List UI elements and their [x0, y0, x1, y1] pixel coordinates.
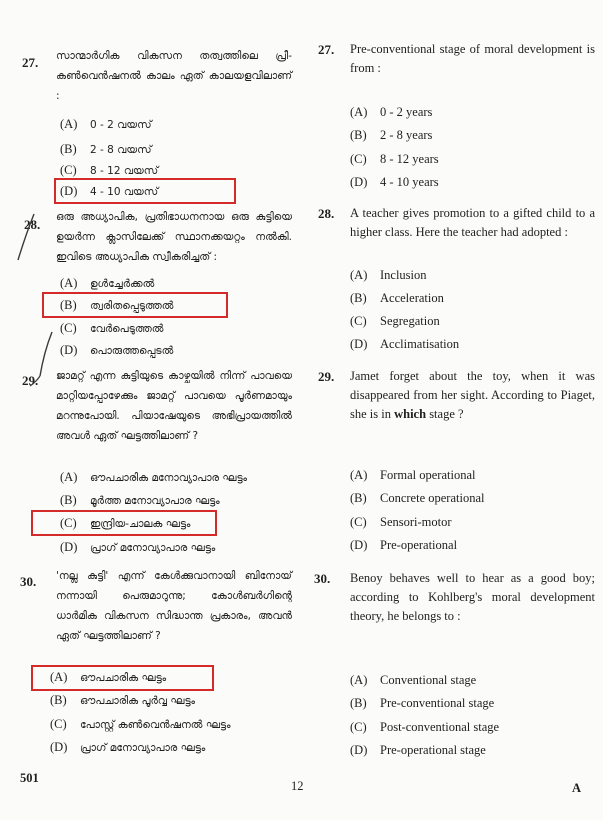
question-stem: ഒരു അധ്യാപിക, പ്രതിഭാധനനായ ഒരു കുട്ടിയെ ഉയർന്ന ക്ലാസിലേക്ക് സ്ഥാനക്കയറ്റം നൽകി. ഇവിടെ അധ്യാപിക സ്വീകരിച്ചത് : [56, 211, 292, 263]
option-b: (B) ത്വരിതപ്പെടുത്തൽ [60, 298, 174, 312]
question-stem: A teacher gives promotion to a gifted child to a higher class. Here the teacher had adopted : [350, 206, 595, 239]
option-b: (B) മൂർത്ത മനോവ്യാപാര ഘട്ടം [60, 493, 220, 507]
option-d: (D) 4 - 10 വയസ് [60, 184, 159, 198]
question-stem: സാന്മാർഗിക വികസന തത്വത്തിലെ പ്രീ-കൺവെൻഷനൽ കാലം ഏത് കാലയളവിലാണ് : [56, 50, 292, 102]
question-stem: Jamet forget about the toy, when it was disappeared from her sight. According to Piaget, she is in which stage ? [350, 369, 595, 421]
option-c: (C) 8 - 12 years [350, 152, 439, 166]
option-b: (B) 2 - 8 വയസ് [60, 142, 152, 156]
question-stem: Benoy behaves well to hear as a good boy; according to Kohlberg's moral development theory, he belongs to : [350, 571, 595, 623]
option-a: (A) ഔപചാരിക ഘട്ടം [50, 670, 167, 684]
option-a: (A) ഉൾച്ചേർക്കൽ [60, 276, 155, 290]
answer-highlight-box [31, 665, 214, 691]
option-c: (C) Segregation [350, 314, 440, 328]
option-c: (C) Sensori-motor [350, 515, 452, 529]
question-stem: Pre-conventional stage of moral development is from : [350, 42, 595, 75]
option-a: (A) ഔപചാരിക മനോവ്യാപാര ഘട്ടം [60, 470, 248, 484]
option-b: (B) Concrete operational [350, 491, 485, 505]
option-b: (B) Acceleration [350, 291, 444, 305]
question-stem: 'നല്ല കുട്ടി' എന്ന് കേൾക്കുവാനായി ബിനോയ് നന്നായി പെരുമാറുന്നു; കോൾബർഗിന്റെ ധാർമിക വികസന സിദ്ധാന്ത പ്രകാരം, അവൻ ഏത് ഘട്ടത്തിലാണ് ? [56, 570, 292, 642]
option-b: (B) 2 - 8 years [350, 128, 433, 142]
question-number: 28. [318, 206, 335, 221]
option-a: (A) Conventional stage [350, 673, 477, 687]
option-a: (A) 0 - 2 years [350, 105, 433, 119]
option-d: (D) പൊരുത്തപ്പെടൽ [60, 343, 174, 357]
option-a: (A) Formal operational [350, 468, 476, 482]
question-number: 27. [22, 55, 39, 70]
series-letter: A [572, 781, 582, 795]
option-d: (D) Pre-operational stage [350, 743, 486, 757]
page-number: 12 [291, 779, 304, 793]
option-d: (D) പ്രാഗ് മനോവ്യാപാര ഘട്ടം [60, 540, 216, 554]
paper-code: 501 [20, 771, 39, 785]
answer-highlight-box [31, 510, 217, 536]
option-d: (D) Pre-operational [350, 538, 458, 552]
option-a: (A) Inclusion [350, 268, 427, 282]
question-number: 29. [318, 369, 335, 384]
question-number: 27. [318, 42, 335, 57]
pen-mark-icon [0, 200, 70, 400]
question-number: 29. [22, 373, 39, 388]
option-d: (D) Acclimatisation [350, 337, 460, 351]
answer-highlight-box [54, 178, 236, 204]
option-c: (C) ഇന്ദ്രിയ-ചാലക ഘട്ടം [60, 516, 191, 530]
question-number: 30. [314, 571, 331, 586]
option-c: (C) വേർപെടുത്തൽ [60, 321, 164, 335]
question-number: 30. [20, 574, 37, 589]
question-number: 28. [24, 217, 41, 232]
option-b: (B) ഔപചാരിക പൂർവ്വ ഘട്ടം [50, 693, 196, 707]
option-b: (B) Pre-conventional stage [350, 696, 495, 710]
question-stem: ജാമറ്റ് എന്ന കുട്ടിയുടെ കാഴ്ചയിൽ നിന്ന് പാവയെ മാറ്റിയപ്പോഴേക്കും ജാമറ്റ് പാവയെ പൂർണമായും മറന്നുപോയി. പിയാഷേയുടെ അഭിപ്രായത്തിൽ അവൾ ഏത് ഘട്ടത്തിലാണ് ? [56, 370, 292, 442]
option-d: (D) പ്രാഗ് മനോവ്യാപാര ഘട്ടം [50, 740, 206, 754]
option-a: (A) 0 - 2 വയസ് [60, 117, 152, 131]
option-c: (C) Post-conventional stage [350, 720, 500, 734]
option-d: (D) 4 - 10 years [350, 175, 439, 189]
option-c: (C) 8 - 12 വയസ് [60, 163, 159, 177]
option-c: (C) പോസ്റ്റ് കൺവെൻഷനൽ ഘട്ടം [50, 717, 231, 731]
